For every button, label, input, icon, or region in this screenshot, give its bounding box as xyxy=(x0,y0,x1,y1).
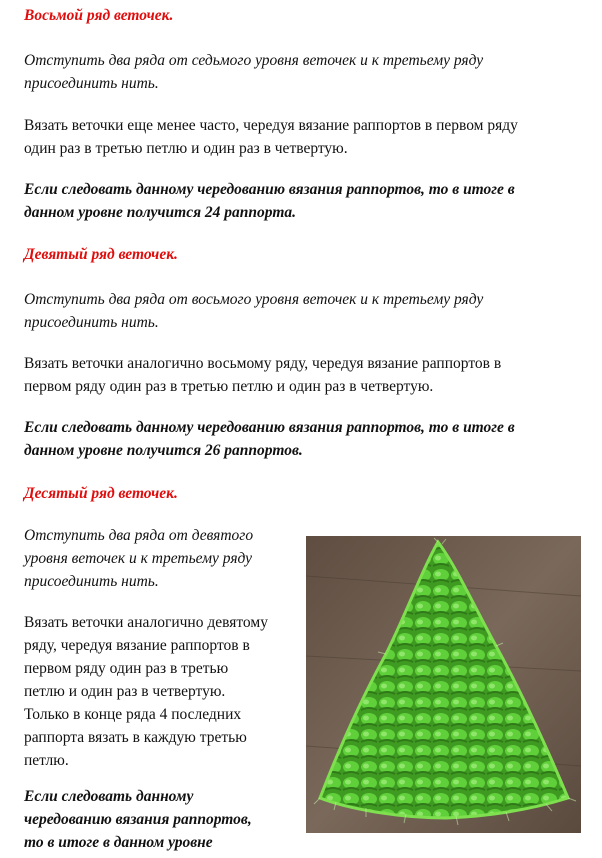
section-8-result xyxy=(24,178,515,224)
text-line: присоединить нить. xyxy=(24,314,159,331)
text-line: Если следовать данному xyxy=(24,788,194,805)
text-line: данном уровне получится 26 раппортов. xyxy=(24,442,303,459)
text-line: Вязать веточки еще менее часто, чередуя вязание раппортов в первом ряду xyxy=(24,117,518,134)
section-10-result xyxy=(24,785,252,854)
text-line: Вязать веточки аналогично восьмому ряду, чередуя вязание раппортов в xyxy=(24,355,502,372)
text-line: уровня веточек и к третьему ряду xyxy=(24,550,253,567)
text-line: Если следовать данному чередованию вязания раппортов, то в итоге в xyxy=(24,181,515,198)
section-9-result xyxy=(24,416,515,462)
text-line: чередованию вязания раппортов, xyxy=(24,811,252,828)
text-line: один раз в третью петлю и один раз в четвертую. xyxy=(24,140,348,157)
text-line: раппорта вязать в каждую третью xyxy=(24,729,247,746)
section-9-heading: Девятый ряд веточек. xyxy=(24,246,178,263)
text-line: то в итоге в данном уровне xyxy=(24,834,213,851)
text-line: Если следовать данному чередованию вязания раппортов, то в итоге в xyxy=(24,419,515,436)
section-8-heading: Восьмой ряд веточек. xyxy=(24,7,174,24)
knitted-tree-photo xyxy=(306,536,581,833)
section-10-instruction xyxy=(24,524,253,593)
text-line: Отступить два ряда от девятого xyxy=(24,527,254,544)
knitted-tree-illustration xyxy=(306,536,581,833)
text-line: присоединить нить. xyxy=(24,75,159,92)
section-10-heading: Десятый ряд веточек. xyxy=(24,485,178,502)
section-9-body xyxy=(24,352,501,398)
text-line: петлю и один раз в четвертую. xyxy=(24,683,226,700)
text-line: первом ряду один раз в третью петлю и один раз в четвертую. xyxy=(24,378,434,395)
section-8-body xyxy=(24,114,518,160)
text-line: Отступить два ряда от восьмого уровня веточек и к третьему ряду xyxy=(24,291,484,308)
text-line: ряду, чередуя вязание раппортов в xyxy=(24,637,250,654)
text-line: данном уровне получится 24 раппорта. xyxy=(24,204,297,221)
text-line: первом ряду один раз в третью xyxy=(24,660,229,677)
text-line: Только в конце ряда 4 последних xyxy=(24,706,242,723)
section-9-instruction xyxy=(24,288,483,334)
section-10-body xyxy=(24,611,268,772)
text-line: Вязать веточки аналогично девятому xyxy=(24,614,268,631)
text-line: петлю. xyxy=(24,752,69,769)
text-line: Отступить два ряда от седьмого уровня веточек и к третьему ряду xyxy=(24,52,484,69)
section-8-instruction xyxy=(24,49,483,95)
text-line: присоединить нить. xyxy=(24,573,159,590)
